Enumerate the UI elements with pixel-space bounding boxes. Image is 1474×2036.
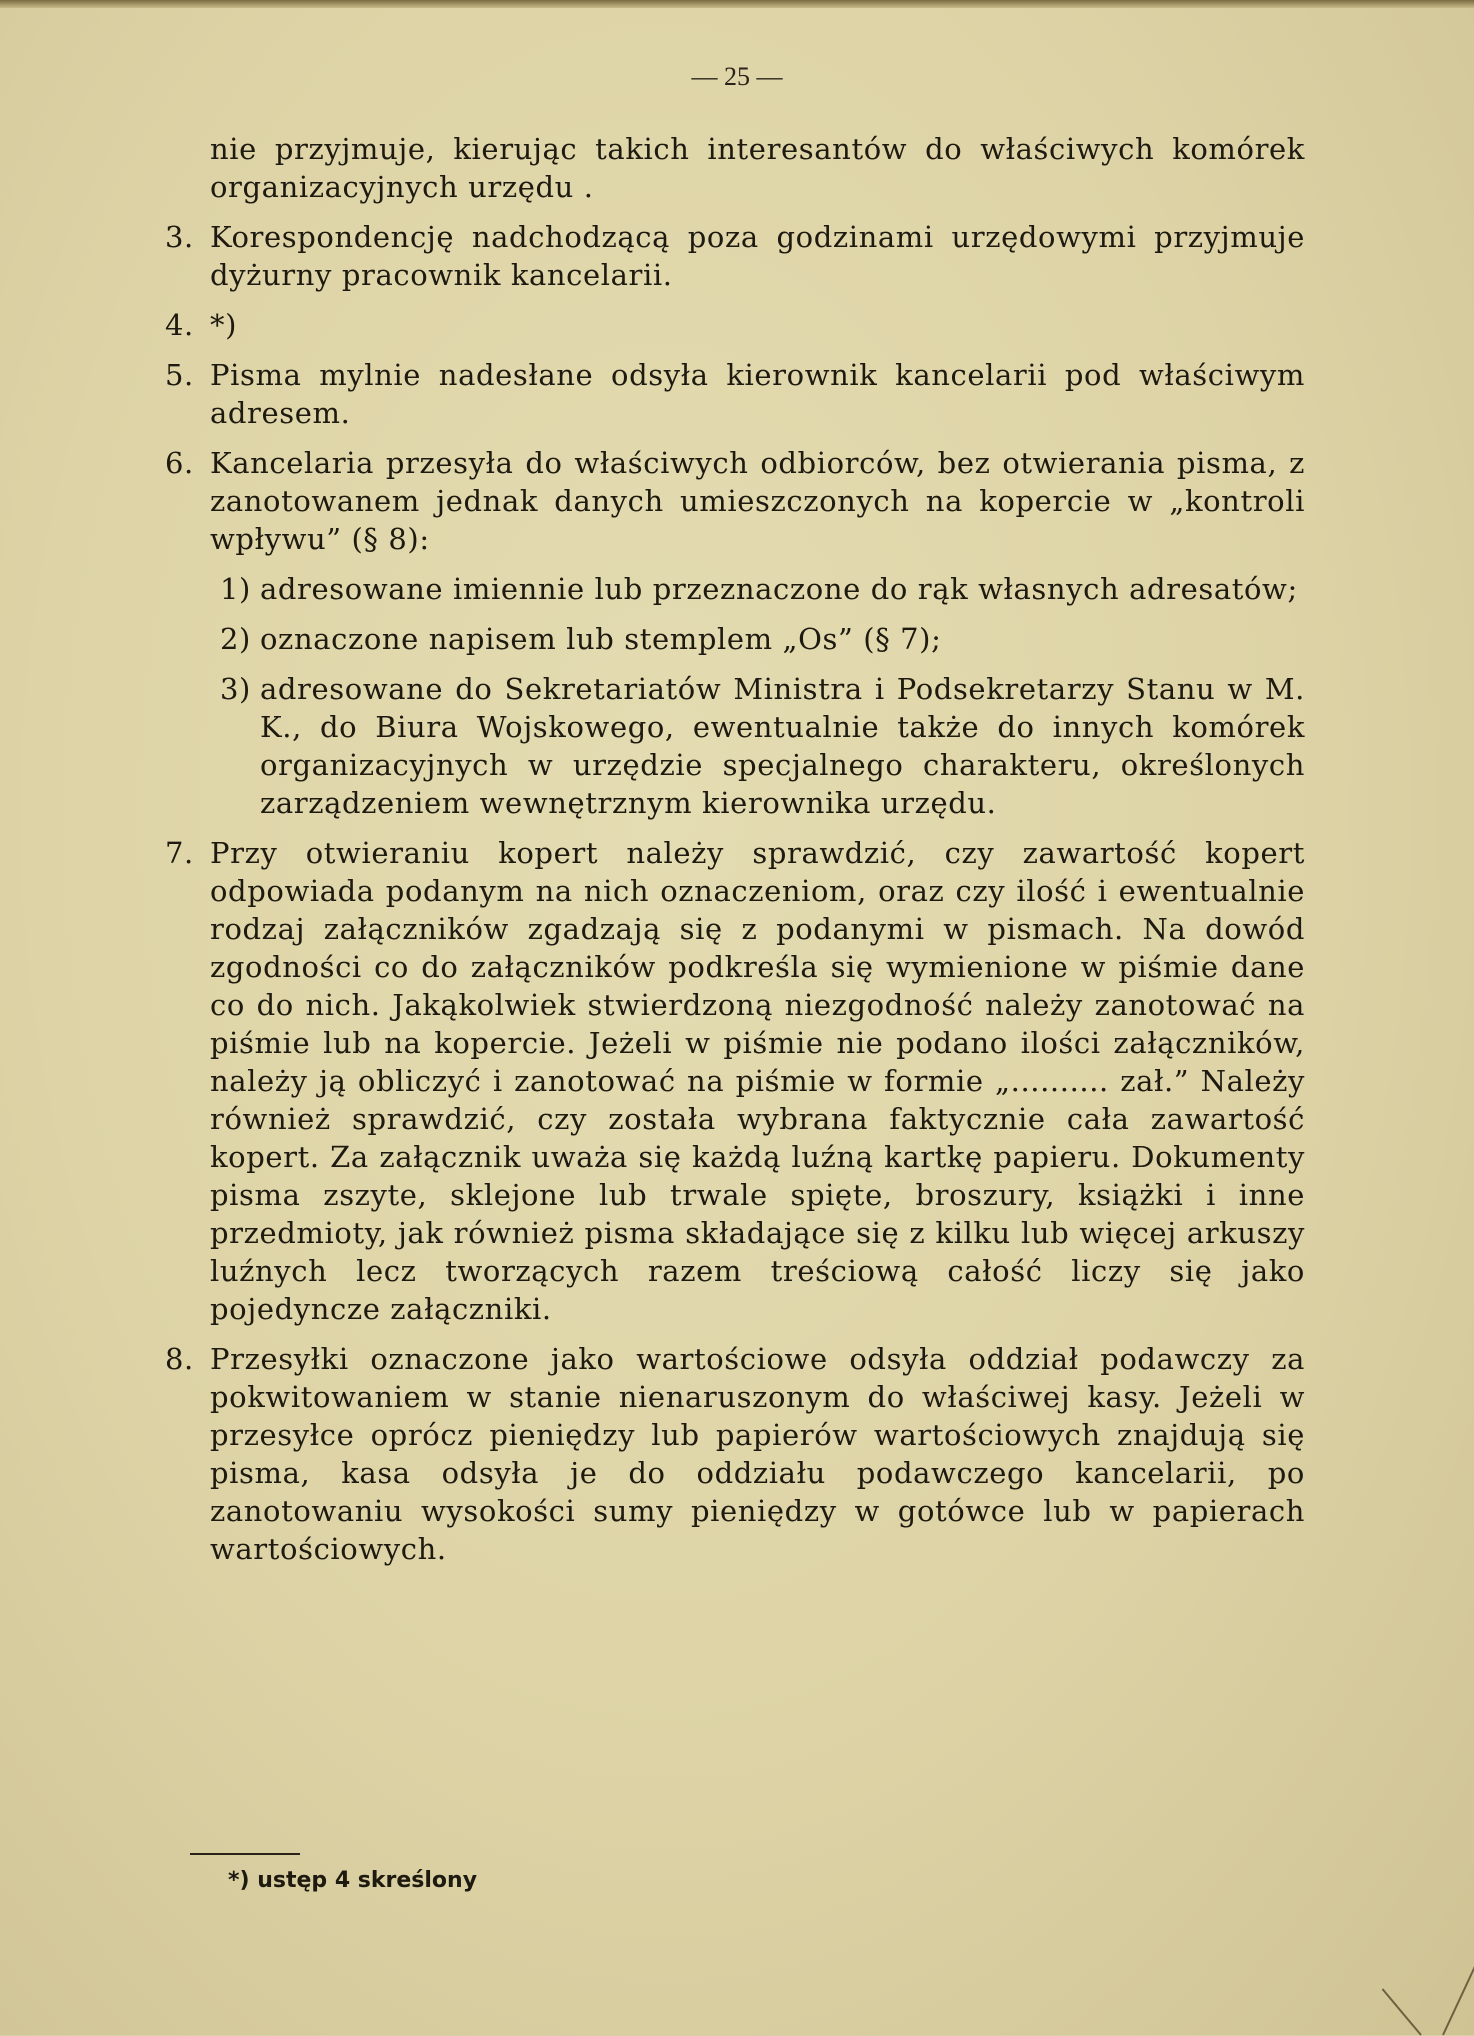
page-fold-mark <box>1442 1908 1474 2036</box>
subitem-number: 3) <box>220 672 251 706</box>
paragraph-number: 5. <box>165 358 194 392</box>
subitem-3 <box>220 670 1305 822</box>
body-text <box>165 130 1305 1568</box>
footnote-divider <box>190 1853 300 1855</box>
paragraph-text: Pisma mylnie nadesłane odsyła kierownik kancelarii pod właściwym adresem. <box>210 358 1305 430</box>
paragraph-number: 8. <box>165 1342 194 1376</box>
subitem-number: 2) <box>220 622 251 656</box>
paragraph-5 <box>165 356 1305 432</box>
paragraph-text: Przy otwieraniu kopert należy sprawdzić, czy zawartość kopert odpowiada podanym na nich oznaczeniom, oraz czy ilość i ewentualnie rodzaj załączników zgadzają się z podanymi w pismach. Na dowód zgodności co do załączników podkreśla się wymienione w piśmie dane co do nich. Jakąkolwiek stwierdzoną niezgodność należy zanotować na piśmie lub na kopercie. Jeżeli w piśmie nie podano ilości załączników, należy ją obliczyć i zanotować na piśmie w formie „.......... zał.” Należy również sprawdzić, czy została wybrana faktycznie cała zawartość kopert. Za załącznik uważa się każdą luźną kartkę papieru. Dokumenty pisma zszyte, sklejone lub trwale spięte, broszury, książki i inne przedmioty, jak również pisma składające się z kilku lub więcej arkuszy luźnych lecz tworzących razem treściową całość liczy się jako pojedyncze załączniki. <box>210 836 1305 1326</box>
paragraph-4 <box>165 306 1305 344</box>
footnote: *) ustęp 4 skreślony <box>228 1868 478 1893</box>
subitem-number: 1) <box>220 572 251 606</box>
paragraph-6 <box>165 444 1305 558</box>
paragraph-number: 7. <box>165 836 194 870</box>
subitem-2 <box>220 620 1305 658</box>
paragraph-text: Korespondencję nadchodzącą poza godzinami urzędowymi przyjmuje dyżurny pracownik kancelarii. <box>210 220 1305 292</box>
footnote-reference: *) <box>210 308 238 342</box>
paragraph-8 <box>165 1340 1305 1568</box>
paragraph-text: Przesyłki oznaczone jako wartościowe odsyła oddział podawczy za pokwitowaniem w stanie nienaruszonym do właściwej kasy. Jeżeli w przesyłce oprócz pieniędzy lub papierów wartościowych znajdują się pisma, kasa odsyła je do oddziału podawczego kancelarii, po zanotowaniu wysokości sumy pieniędzy w gotówce lub w papierach wartościowych. <box>210 1342 1305 1566</box>
paragraph-number: 4. <box>165 308 194 342</box>
paragraph-7 <box>165 834 1305 1328</box>
page-number: — 25 — <box>691 62 783 91</box>
page-top-edge <box>0 0 1474 8</box>
paragraph-3 <box>165 218 1305 294</box>
subitem-1 <box>220 570 1305 608</box>
intro-paragraph: nie przyjmuje, kierując takich interesantów do właściwych komórek organizacyjnych urzędu . <box>210 132 1305 204</box>
subitem-text: adresowane do Sekretariatów Ministra i Podsekretarzy Stanu w M. K., do Biura Wojskowego, ewentualnie także do innych komórek organizacyjnych w urzędzie specjalnego charakteru, określonych zarządzeniem wewnętrznym kierownika urzędu. <box>260 672 1305 820</box>
page-fold-mark <box>1382 1988 1422 2035</box>
subitem-text: adresowane imiennie lub przeznaczone do rąk własnych adresatów; <box>260 572 1298 606</box>
paragraph-number: 3. <box>165 220 194 254</box>
paragraph-number: 6. <box>165 446 194 480</box>
subitem-text: oznaczone napisem lub stemplem „Os” (§ 7); <box>260 622 942 656</box>
paragraph-text: Kancelaria przesyła do właściwych odbiorców, bez otwierania pisma, z zanotowanem jednak danych umieszczonych na kopercie w „kontroli wpływu” (§ 8): <box>210 446 1305 556</box>
